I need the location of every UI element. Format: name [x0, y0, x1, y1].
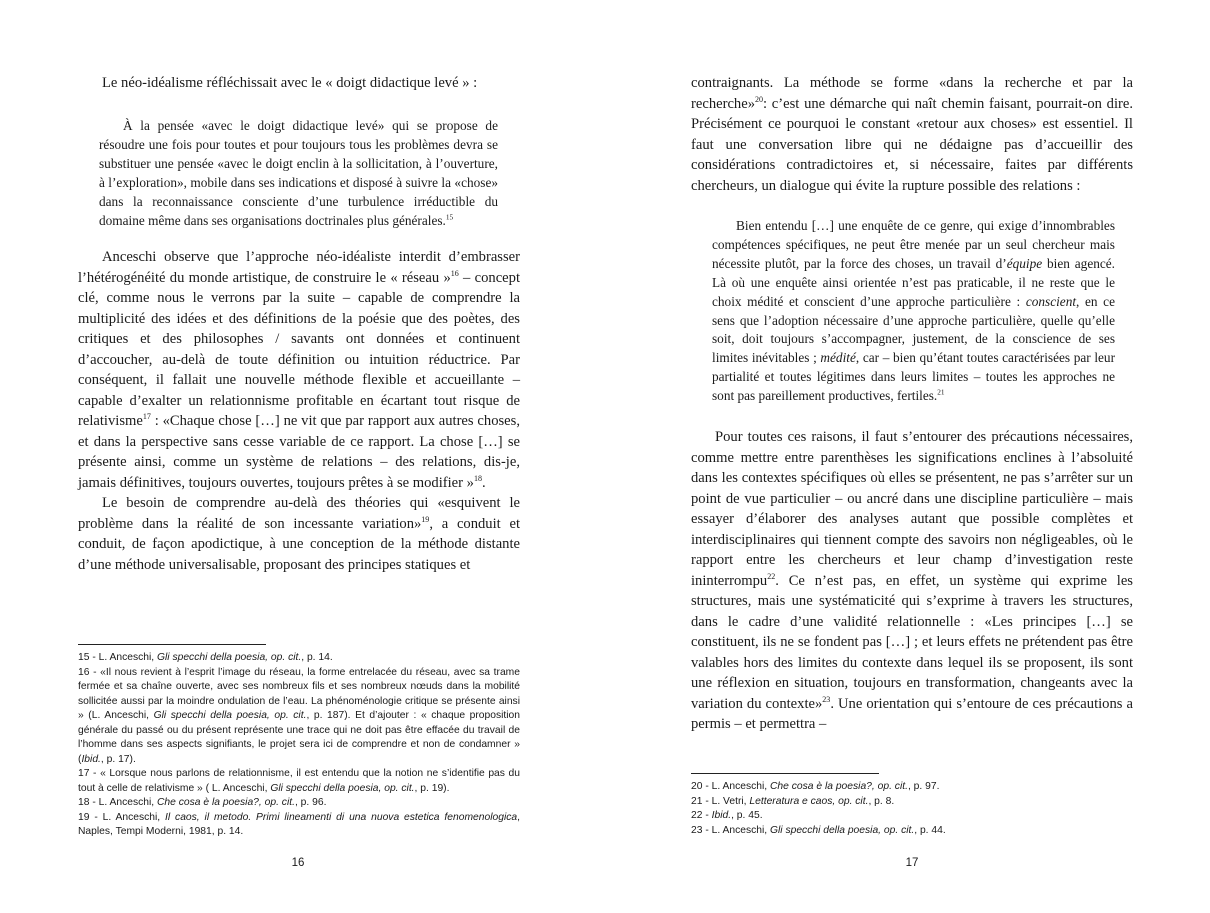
footnote-separator: [78, 644, 266, 645]
main-text: [78, 247, 520, 575]
block-quote-text: Bien entendu […] une enquête de ce genre, qui exige d’innombrables compétences spécifiques, ne peut être menée par un seul chercheur mais nécessite plutôt, par la force des choses, un travail d’équipe bien agencé. Là où une enquête ainsi orientée n’est pas praticable, il ne reste que le choix médité et conscient d’une approche particulière : conscient, en ce sens que l’adoption nécessaire d’une approche particulière, quelle qu’elle soit, doit toujours s’accompagner, justement, de la conscience de ses limites inévitables ; médité, car – bien qu’étant toutes caractérisées par leur partialité et toutes légitimes dans leurs limites – toutes les approches ne sont pas pareillement productives, fertiles.$^{21}$: [712, 218, 1115, 404]
footnote-ref[interactable]: 19: [421, 514, 430, 524]
footnote-ref[interactable]: 21: [937, 387, 945, 397]
footnote-ref[interactable]: 16: [450, 268, 459, 278]
block-quote: [712, 217, 1115, 406]
paragraph: Le besoin de comprendre au-delà des théories qui «esquivent le problème dans la réalité de son incessante variation»$^{19}$, a conduit et conduit, de façon apodictique, à une conception de la méthode distante d’une méthode universalisable, proposant des principes statiques et: [78, 495, 520, 573]
footnote-18: 18 - L. Anceschi, Che cosa è la poesia?, op. cit., p. 96.: [78, 797, 327, 808]
footnote-ref[interactable]: 17: [142, 412, 151, 422]
main-text-top: [691, 73, 1133, 196]
footnote-ref[interactable]: 23: [822, 694, 831, 704]
footnote-ref[interactable]: 18: [473, 473, 482, 483]
right-page: [605, 0, 1210, 913]
footnote-22: 22 - Ibid., p. 45.: [691, 810, 763, 821]
footnote-21: 21 - L. Vetri, Letteratura e caos, op. cit., p. 8.: [691, 795, 895, 807]
footnote-20: 20 - L. Anceschi, Che cosa è la poesia?, op. cit., p. 97.: [691, 781, 940, 792]
page-number: 17: [905, 857, 919, 869]
paragraph: Anceschi observe que l’approche néo-idéaliste interdit d’embrasser l’hétérogénéité du monde artistique, de construire le « réseau »$^{16}$ – concept clé, comme nous le verrons par la suite – capable de comprendre la multiplicité des idées et des définitions de la poésie que des poètes, des critiques et des philosophes / savants ont données et continuent d’accoucher, au-delà de toute définition ou intuition réductrice. Par conséquent, il fallait une nouvelle méthode flexible et accueillante – capable d’exalter un relationnisme profitable en écartant tout risque de relativisme$^{17}$ : «Chaque chose […] ne vit que par rapport aux autres choses, et dans la perspective sans cesse variable de ce rapport. La chose […] se présente ainsi, comme un système de relations – des relations, dis-je, jamais définitives, toujours ouvertes, toujours prêtes à se modifier »$^{18}$.: [78, 249, 520, 491]
page-number: 16: [291, 857, 305, 869]
main-text: [691, 427, 1133, 735]
paragraph: contraignants. La méthode se forme «dans la recherche et par la recherche»$^{20}$: c’est une démarche qui naît chemin faisant, pourrait-on dire. Précisément ce pourquoi le constant «retour aux choses» est essentiel. Il faut une conversation libre qui ne dédaigne pas d’accueillir des considérations contradictoires et, si nécessaire, faites par différents chercheurs, un dialogue qui évite la rupture possible des relations :: [691, 75, 1133, 194]
footnote-19: 19 - L. Anceschi, Il caos, il metodo. Primi lineamenti di una nuova estetica fenomenologica, Naples, Tempi Moderni, 1981, p. 14.: [78, 811, 520, 837]
footnote-17: 17 - « Lorsque nous parlons de relationnisme, il est entendu que la notion ne s’identifie pas du tout à celle de relativisme » ( L. Anceschi, Gli specchi della poesia, op. cit., p. 19).: [78, 768, 520, 794]
footnotes: [691, 780, 1133, 838]
footnotes: [78, 651, 520, 840]
footnote-ref[interactable]: 22: [767, 571, 776, 581]
block-quote: [99, 117, 498, 230]
footnote-16: 16 - «Il nous revient à l’esprit l’image du réseau, la forme entrelacée du réseau, avec sa trame fermée et sa chaîne ouverte, avec ses nombreux fils et ses nombreux nœuds dans la mobilité sollicitée aussi par la moindre ondulation de l’eau. La phénoménologie critique se présente ainsi » (L. Anceschi, Gli specchi della poesia, op. cit., p. 187). Et d’ajouter : « chaque proposition générale du passé ou du présent représente une trace qui ne doit pas être effacée du travail de l’homme dans ses aspects signifiants, le projet sera ici de comprendre et non de condamner » (Ibid., p. 17).: [78, 666, 521, 765]
block-quote-text: À la pensée «avec le doigt didactique levé» qui se propose de résoudre une fois pour toutes et pour toujours tous les problèmes devra se substituer une pensée «avec le doigt enclin à la sollicitation, à l’ouverture, à l’exploration», mobile dans ses indications et disposé à suivre la «chose» dans la reconnaissance consciente d’une turbulence irréductible du domaine même dans ses organisations doctrinales plus générales.$^{15}$: [99, 118, 498, 228]
footnote-ref[interactable]: 15: [445, 212, 454, 222]
footnote-15: 15 - L. Anceschi, Gli specchi della poesia, op. cit., p. 14.: [78, 652, 333, 663]
paragraph: Pour toutes ces raisons, il faut s’entourer des précautions nécessaires, comme mettre entre parenthèses les significations enclines à l’absoluité dans les contextes spécifiques où elles se présentent, ne pas s’arrêter sur un point de vue particulier – ou ancré dans une discipline particulière – mais essayer d’élaborer des analyses autant que possible complètes et interdisciplinaires qui tiennent compte des savoirs non négligeables, où le rapport entre les chercheurs et leur champ d’investigation reste ininterrompu$^{22}$. Ce n’est pas, en effet, un système qui exprime les structures, mais une systématicité qui s’exprime à travers les structures, dans le cadre d’une validité relationnelle : «Les principes […] se constituent, ils ne se fondent pas […] ; et leurs effets ne prétendent pas être valables hors des limites du contexte dans lequel ils se proposent, ils sont une réflexion en situation, toujours en transformation, changeants avec la variation du contexte»$^{23}$. Une orientation qui s’entoure de ces précautions a permis – et permettra –: [691, 429, 1133, 732]
footnote-separator: [691, 773, 879, 774]
footnote-ref[interactable]: 20: [755, 94, 764, 104]
intro-paragraph: [78, 73, 520, 94]
intro-text: Le néo-idéalisme réfléchissait avec le « doigt didactique levé » :: [102, 75, 478, 91]
footnote-23: 23 - L. Anceschi, Gli specchi della poesia, op. cit., p. 44.: [691, 824, 946, 836]
